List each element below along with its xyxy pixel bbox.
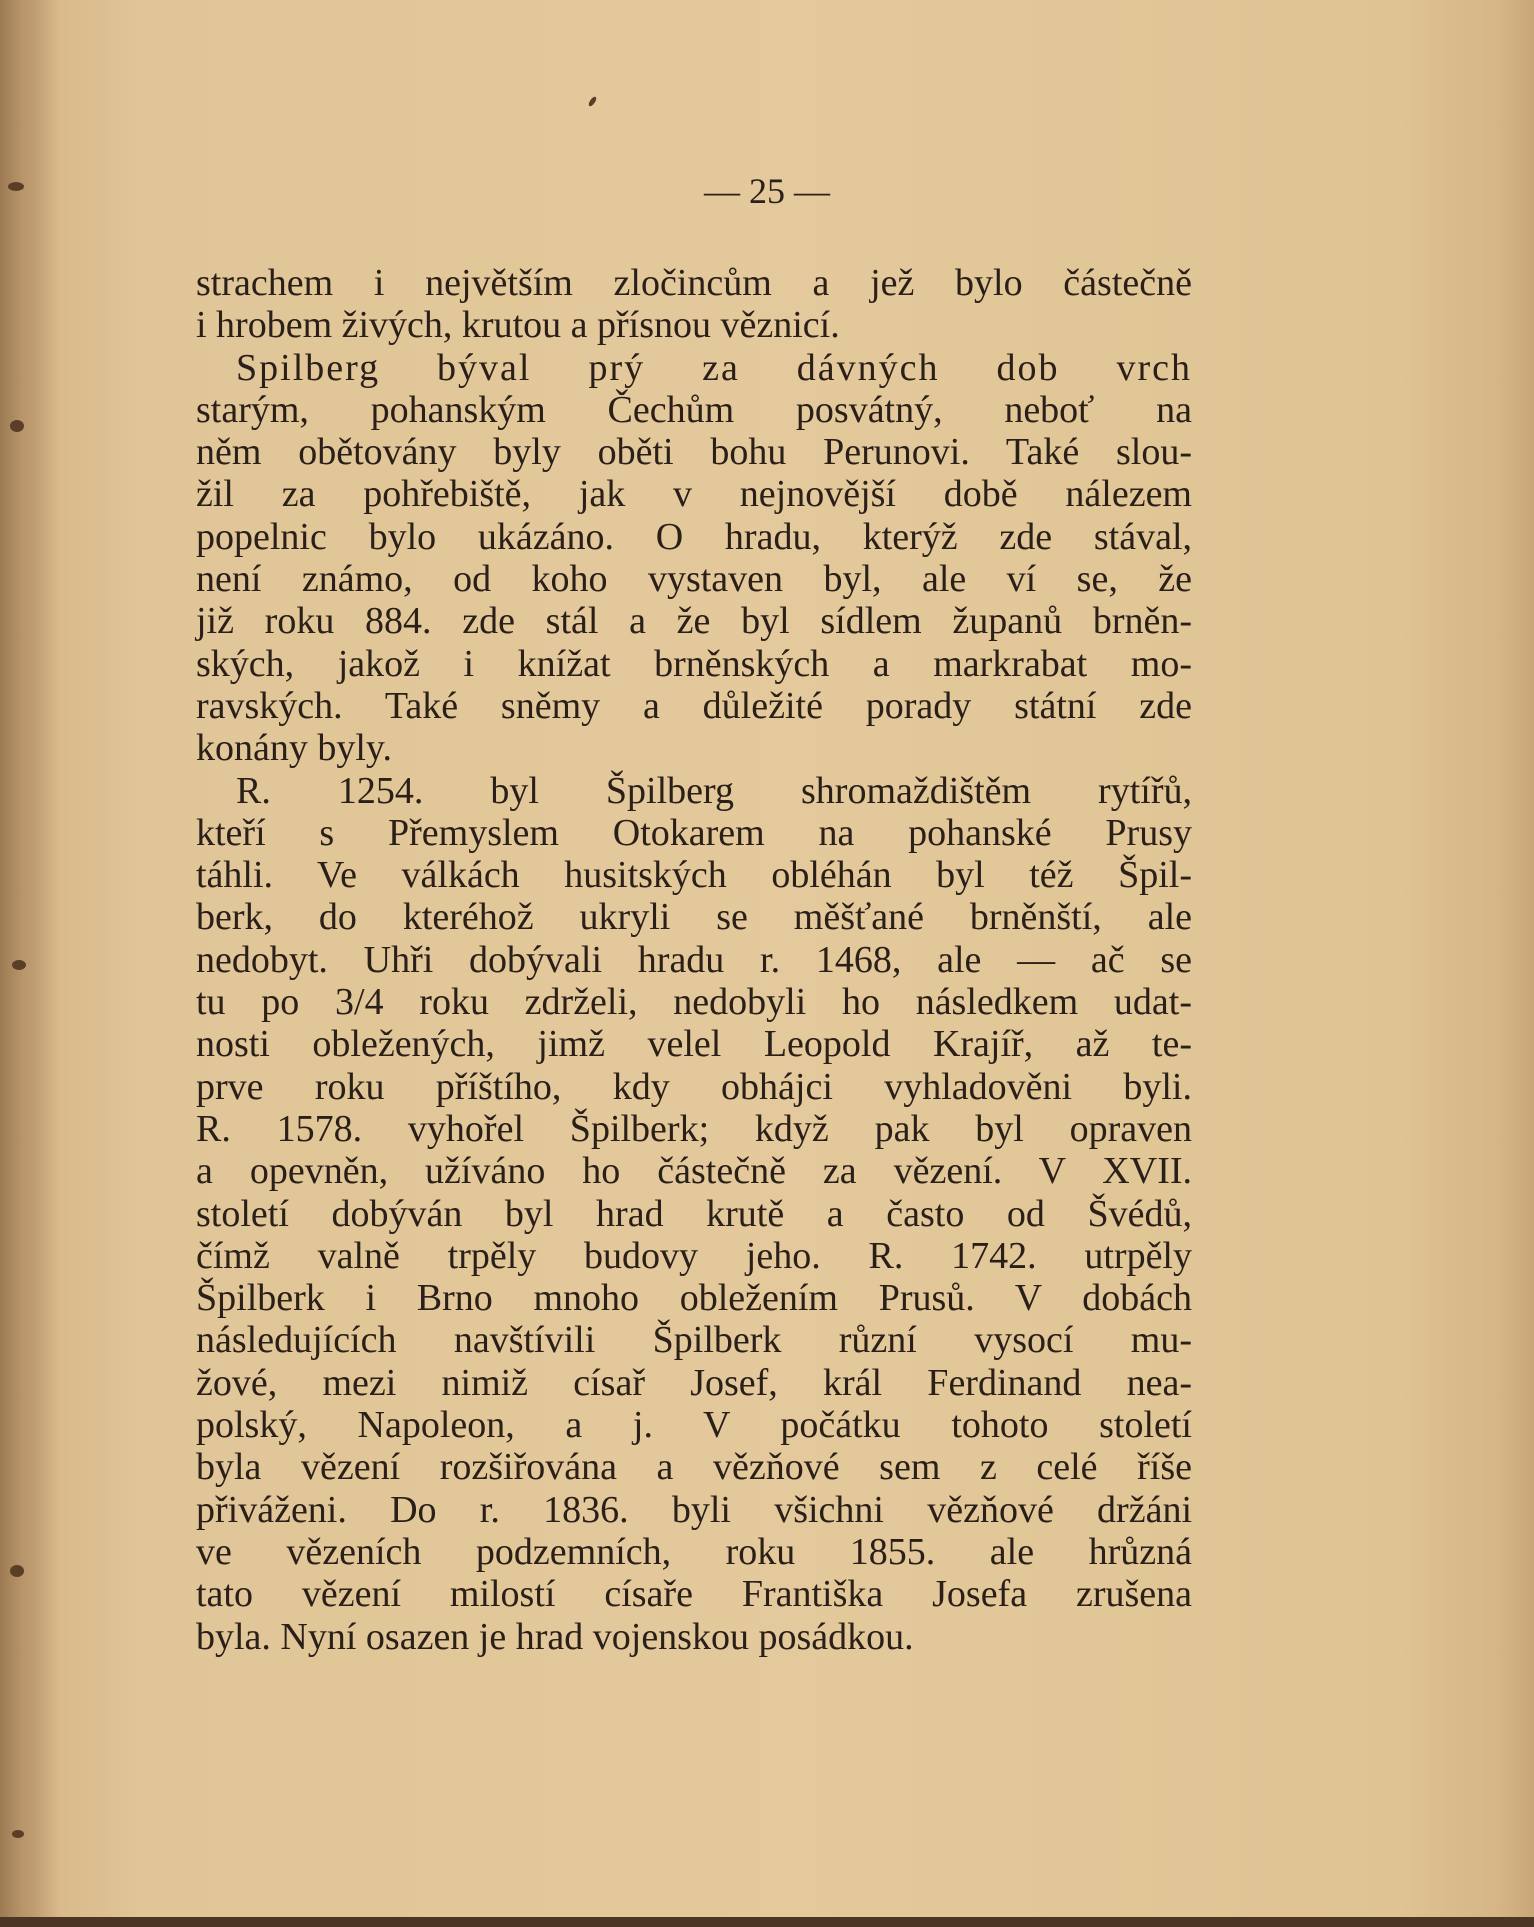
text-line: i hrobem živých, krutou a přísnou věznicí. [196, 304, 840, 347]
text-line: popelnic bylo ukázáno. O hradu, kterýž zde stával, [196, 515, 1192, 558]
scan-speck [12, 1830, 24, 1838]
text-line: polský, Napoleon, a j. V počátku tohoto století [196, 1404, 1192, 1447]
scan-speck [587, 96, 597, 108]
body-text [196, 262, 1192, 1658]
text-line: berk, do kteréhož ukryli se měšťané brněnští, ale [196, 896, 1192, 939]
text-line: byla. Nyní osazen je hrad vojenskou posádkou. [196, 1615, 914, 1658]
text-line: ských, jakož i knížat brněnských a markrabat mo- [196, 642, 1192, 685]
scan-speck [12, 960, 26, 970]
text-line: R. 1578. vyhořel Špilberk; když pak byl opraven [196, 1107, 1192, 1150]
text-line: žil za pohřebiště, jak v nejnovější době nálezem [196, 473, 1192, 516]
text-line: přiváženi. Do r. 1836. byli všichni vězňové držáni [196, 1488, 1192, 1531]
text-line: tato vězení milostí císaře Františka Josefa zrušena [196, 1573, 1192, 1616]
text-line: kteří s Přemyslem Otokarem na pohanské Prusy [196, 811, 1192, 854]
text-line: Špilberk i Brno mnoho obležením Prusů. V dobách [196, 1277, 1192, 1320]
text-line: tu po 3/4 roku zdrželi, nedobyli ho následkem udat- [196, 981, 1192, 1024]
text-line: čímž valně trpěly budovy jeho. R. 1742. utrpěly [196, 1234, 1192, 1277]
text-line: R. 1254. byl Špilberg shromaždištěm rytířů, [236, 769, 1192, 812]
scan-bottom-edge [0, 1917, 1534, 1927]
text-line: prve roku příštího, kdy obhájci vyhladověni byli. [196, 1065, 1192, 1108]
text-line: nosti obležených, jimž velel Leopold Krajíř, až te- [196, 1023, 1192, 1066]
text-line: století dobýván byl hrad krutě a často od Švédů, [196, 1192, 1192, 1235]
text-line: a opevněn, užíváno ho částečně za vězení. V XVII. [196, 1150, 1192, 1193]
text-line: ravských. Také sněmy a důležité porady státní zde [196, 684, 1192, 727]
text-line: starým, pohanským Čechům posvátný, neboť na [196, 388, 1192, 431]
text-line: strachem i největším zločincům a jež bylo částečně [196, 262, 1192, 304]
text-line: nedobyt. Uhři dobývali hradu r. 1468, ale — ač se [196, 938, 1192, 981]
text-line: byla vězení rozšiřována a vězňové sem z celé říše [196, 1446, 1192, 1489]
text-line: ve vězeních podzemních, roku 1855. ale hrůzná [196, 1530, 1192, 1573]
text-line: žové, mezi nimiž císař Josef, král Ferdinand nea- [196, 1361, 1192, 1404]
text-line: konány byly. [196, 727, 392, 770]
text-line: není známo, od koho vystaven byl, ale ví se, že [196, 558, 1192, 601]
scan-speck [10, 1565, 24, 1577]
text-line: táhli. Ve válkách husitských obléhán byl též Špil- [196, 854, 1192, 897]
page-number: — 25 — [704, 171, 830, 211]
text-line: následujících navštívili Špilberk různí vysocí mu- [196, 1319, 1192, 1362]
scan-speck [10, 420, 24, 432]
page-fold-shadow [0, 0, 60, 1927]
text-line: již roku 884. zde stál a že byl sídlem županů brněn- [196, 600, 1192, 643]
text-line: Spilberg býval prý za dávných dob vrch [236, 346, 1192, 389]
text-line: něm obětovány byly oběti bohu Perunovi. Také slou- [196, 431, 1192, 474]
